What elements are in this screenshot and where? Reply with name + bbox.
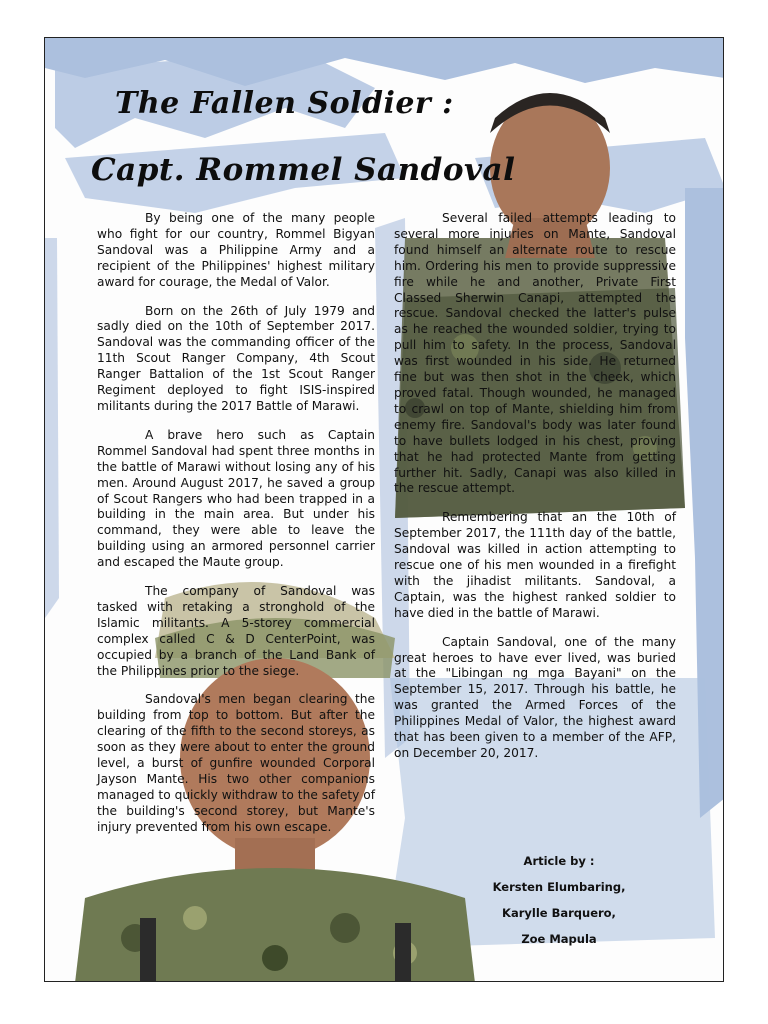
article-credits [449, 848, 669, 952]
paragraph: Sandoval's men began clearing the building from top to bottom. But after the clearing of the fifth to the second storeys, as soon as they were about to enter the ground level, a burst of gunfire wounded Corporal Jayson Mante. His two other companions managed to quickly withdraw to the safety of the building's second storey, but Mante's injury prevented from his own escape. [97, 692, 375, 834]
paragraph: Captain Sandoval, one of the many great heroes to have ever lived, was buried at the "Libingan ng mga Bayani" on the September 15, 2017. Through his battle, he was granted the Armed Forces of the Philippines Medal of Valor, the highest award that has been given to a member of the AFP, on December 20, 2017. [394, 634, 676, 760]
left-column [97, 211, 375, 849]
author-name: Zoe Mapula [521, 932, 597, 946]
author-name: Karylle Barquero, [502, 906, 616, 920]
paragraph: A brave hero such as Captain Rommel Sandoval had spent three months in the battle of Marawi without losing any of his men. Around August 2017, he saved a group of Scout Rangers who had been trapped in a building in the main area. But under his command, they were able to leave the building using an armored personnel carrier and escaped the Maute group. [97, 427, 375, 570]
right-column [394, 211, 676, 775]
author-name: Kersten Elumbaring, [492, 880, 626, 894]
credits-heading: Article by : [523, 854, 595, 868]
paragraph: The company of Sandoval was tasked with retaking a stronghold of the Islamic militants. A 5-storey commercial complex called C & D CenterPoint, was occupied by a branch of the Land Bank of the Philippines prior to the siege. [97, 584, 375, 678]
paragraph: Remembering that an the 10th of September 2017, the 111th day of the battle, Sandoval was killed in action attempting to rescue one of his men wounded in a firefight with the jihadist militants. Sandoval, a Captain, was the highest ranked soldier to have died in the battle of Marawi. [394, 510, 676, 620]
paragraph: By being one of the many people who fight for our country, Rommel Bigyan Sandoval was a Philippine Army and a recipient of the Philippines' highest military award for courage, the Medal of Valor. [97, 211, 375, 289]
title-line-1: The Fallen Soldier : [115, 86, 454, 121]
poster-frame [44, 37, 724, 982]
paragraph: Born on the 26th of July 1979 and sadly died on the 10th of September 2017. Sandoval was the commanding officer of the 11th Scout Ranger Company, 4th Scout Ranger Battalion of the 1st Scout Ranger Regiment deployed to fight ISIS-inspired militants during the 2017 Battle of Marawi. [97, 303, 375, 413]
title-line-2: Capt. Rommel Sandoval [91, 152, 516, 188]
paragraph: Several failed attempts leading to several more injuries on Mante, Sandoval found himself an alternate route to rescue him. Ordering his men to provide suppressive fire while he and another, Private First Classed Sherwin Canapi, attempted the rescue. Sandoval checked the latter's pulse as he reached the wounded soldier, trying to pull him to safety. In the process, Sandoval was first wounded in his side. He returned fine but was then shot in the cheek, which proved fatal. Though wounded, he managed to crawl on top of Mante, shielding him from enemy fire. Sandoval's body was later found to have bullets lodged in his chest, proving that he had protected Mante from getting further hit. Sadly, Canapi was also killed in the rescue attempt. [394, 211, 676, 496]
